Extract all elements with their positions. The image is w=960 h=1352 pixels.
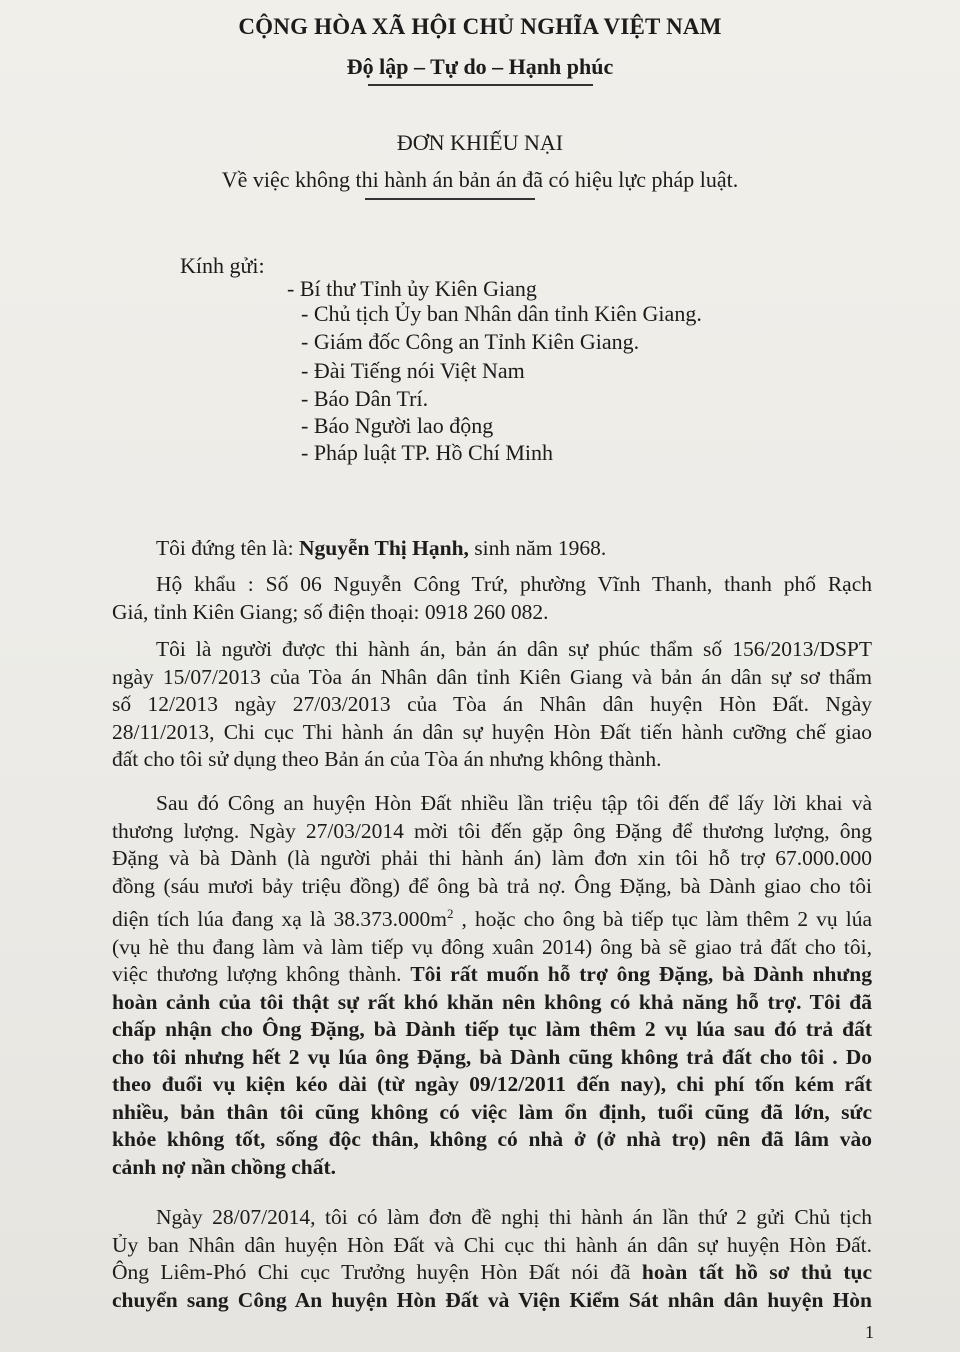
- complainant-name: Nguyễn Thị Hạnh,: [299, 536, 469, 560]
- document-subject: Về việc không thi hành án bản án đã có hiệu lực pháp luật.: [221, 167, 739, 192]
- paragraph-line: [112, 961, 872, 989]
- national-title: CỘNG HÒA XÃ HỘI CHỦ NGHĨA VIỆT NAM: [238, 14, 722, 39]
- paragraph-line: Tôi là người được thi hành án, bản án dân sự phúc thẩm số 156/2013/DSPT: [156, 637, 872, 661]
- paragraph-line: khỏe không tốt, sống độc thân, không có nhà ở (ở nhà trọ) nên đã lâm vào: [112, 1127, 872, 1152]
- address-line: Hộ khẩu : Số 06 Nguyễn Công Trứ, phường Vĩnh Thanh, thanh phố Rạch: [156, 572, 872, 596]
- paragraph-line: Sau đó Công an huyện Hòn Đất nhiều lần triệu tập tôi đến để lấy lời khai và: [156, 791, 872, 815]
- page-number: 1: [865, 1322, 874, 1342]
- intro-suffix: sinh năm 1968.: [468, 536, 607, 560]
- paragraph-line: 28/11/2013, Chi cục Thi hành án dân sự huyện Hòn Đất tiến hành cưỡng chế giao: [112, 719, 872, 744]
- paragraph-line: chấp nhận cho Ông Đặng, bà Dành tiếp tục làm thêm 2 vụ lúa sau đó trả đất: [112, 1017, 872, 1042]
- paragraph-line: Ngày 28/07/2014, tôi có làm đơn đề nghị thi hành án lần thứ 2 gửi Chủ tịch: [156, 1205, 872, 1229]
- area-text: diện tích lúa đang xạ là 38.373.000m: [112, 907, 447, 932]
- recipient-item: - Đài Tiếng nói Việt Nam: [301, 358, 525, 383]
- intro-paragraph: [112, 535, 872, 563]
- area-superscript: 2: [446, 906, 454, 921]
- salutation: Kính gửi:: [180, 253, 265, 278]
- paragraph-negotiation: [112, 790, 872, 1181]
- subject-underline: [365, 198, 535, 200]
- recipient-item: - Chủ tịch Ủy ban Nhân dân tỉnh Kiên Giang.: [301, 301, 702, 326]
- paragraph-line: đất cho tôi sử dụng theo Bản án của Tòa án nhưng không thành.: [112, 747, 662, 771]
- paragraph-line: số 12/2013 ngày 27/03/2013 của Tòa án Nhân dân huyện Hòn Đất. Ngày: [112, 692, 872, 716]
- paragraph-line: [112, 1259, 872, 1287]
- recipient-item: - Pháp luật TP. Hồ Chí Minh: [301, 440, 554, 465]
- intro-prefix: Tôi đứng tên là:: [156, 536, 300, 560]
- paragraph-line: theo đuổi vụ kiện kéo dài (từ ngày 09/12/2011 đến nay), chi phí tốn kém rất: [112, 1072, 872, 1097]
- area-text-cont: , hoặc cho ông bà tiếp tục làm thêm 2 vụ lúa: [453, 907, 872, 932]
- recipient-item: - Giám đốc Công an Tỉnh Kiên Giang.: [301, 329, 640, 354]
- paragraph-line: Đặng và bà Dành (là người phải thi hành án) làm đơn xin tôi hỗ trợ 67.000.000: [112, 846, 872, 870]
- paragraph-line: hoàn cảnh của tôi thật sự rất khó khăn nên không có khả năng hỗ trợ. Tôi đã: [112, 989, 872, 1014]
- paragraph-line: (vụ hè thu đang làm và làm tiếp vụ đông xuân 2014) ông bà sẽ giao trả đất cho tôi,: [112, 934, 872, 959]
- motto-underline: [368, 84, 593, 86]
- plain-text: việc thương lượng không thành.: [112, 962, 411, 987]
- paragraph-line: chuyển sang Công An huyện Hòn Đất và Viện Kiểm Sát nhân dân huyện Hòn: [112, 1287, 872, 1312]
- paragraph-line: Ủy ban Nhân dân huyện Hòn Đất và Chi cục thi hành án dân sự huyện Hòn Đất.: [112, 1232, 872, 1257]
- address-line: Giá, tỉnh Kiên Giang; số điện thoại: 0918 260 082.: [112, 599, 549, 624]
- paragraph-line: cảnh nợ nần chồng chất.: [112, 1154, 336, 1179]
- paragraph-judgment: [112, 636, 872, 774]
- national-motto: Độ lập – Tự do – Hạnh phúc: [346, 54, 614, 79]
- address-paragraph: [112, 571, 872, 626]
- recipient-item: - Báo Dân Trí.: [301, 386, 429, 411]
- paragraph-line: thương lượng. Ngày 27/03/2014 mời tôi đến gặp ông Đặng để thương lượng, ông: [112, 818, 872, 843]
- bold-text: Tôi rất muốn hỗ trợ ông Đặng, bà Dành nhưng: [410, 962, 872, 987]
- paragraph-line: [112, 900, 872, 934]
- paragraph-line: ngày 15/07/2013 của Tòa án Nhân dân tỉnh Kiên Giang và bản án dân sự sơ thẩm: [112, 664, 872, 689]
- paragraph-line: đồng (sáu mươi bảy triệu đồng) để ông bà trả nợ. Ông Đặng, bà Dành giao cho tôi: [112, 873, 872, 898]
- document-title: ĐƠN KHIẾU NẠI: [396, 130, 564, 155]
- paragraph-line: nhiều, bản thân tôi cũng không có việc làm ổn định, tuổi cũng đã lớn, sức: [112, 1099, 872, 1124]
- paragraph-second-request: [112, 1204, 872, 1314]
- plain-text: Ông Liêm-Phó Chi cục Trưởng huyện Hòn Đất nói đã: [112, 1260, 642, 1284]
- paragraph-line: cho tôi nhưng hết 2 vụ lúa ông Đặng, bà Dành cũng không trả đất cho tôi . Do: [112, 1044, 872, 1069]
- recipient-item: - Báo Người lao động: [301, 413, 494, 438]
- bold-text: hoàn tất hồ sơ thủ tục: [641, 1260, 872, 1284]
- recipient-item: - Bí thư Tỉnh ủy Kiên Giang: [287, 276, 537, 301]
